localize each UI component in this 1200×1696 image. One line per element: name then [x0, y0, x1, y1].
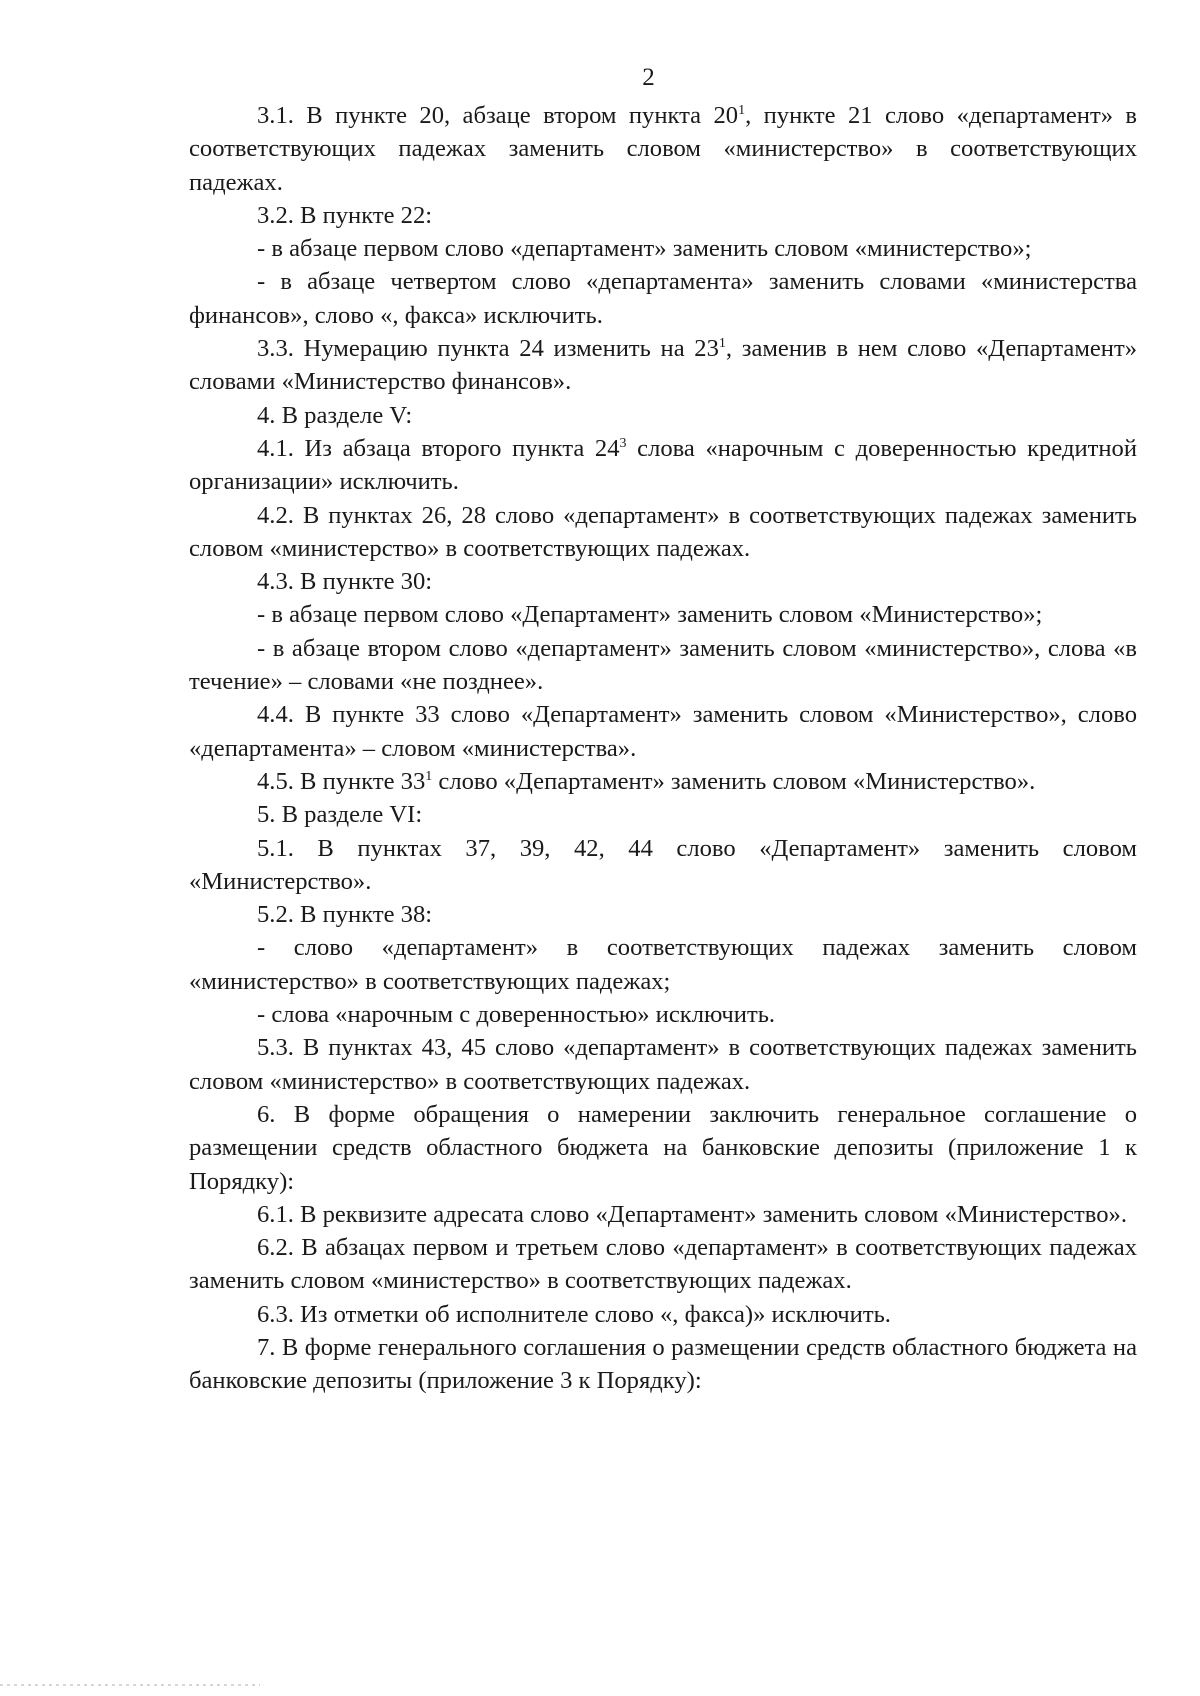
paragraph	[189, 798, 1137, 831]
text-segment: 5.1. В пунктах 37, 39, 42, 44 слово «Департамент» заменить словом «Министерство».	[189, 834, 1137, 895]
paragraph	[189, 832, 1137, 899]
paragraph	[189, 1231, 1137, 1298]
text-segment: 6. В форме обращения о намерении заключить генеральное соглашение о размещении средств областного бюджета на банковские депозиты (приложение 1 к Порядку):	[189, 1100, 1137, 1195]
superscript: 1	[738, 102, 746, 118]
text-segment: 4.5. В пункте 33	[257, 767, 426, 795]
superscript: 1	[718, 335, 726, 351]
paragraph	[189, 332, 1137, 399]
text-segment: - слова «нарочным с доверенностью» исключить.	[257, 1001, 776, 1029]
paragraph	[189, 432, 1137, 499]
paragraph	[189, 765, 1137, 798]
paragraph	[189, 399, 1137, 432]
text-segment: 3.2. В пункте 22:	[257, 201, 433, 229]
paragraph	[189, 1098, 1137, 1198]
text-segment: 6.2. В абзацах первом и третьем слово «департамент» в соответствующих падежах заменить словом «министерство» в соответствующих падежах.	[189, 1234, 1137, 1295]
text-segment: 5.2. В пункте 38:	[257, 901, 433, 929]
paragraph	[189, 632, 1137, 699]
paragraph	[189, 898, 1137, 931]
text-segment: - в абзаце первом слово «департамент» заменить словом «министерство»;	[257, 235, 1032, 263]
paragraph	[189, 1198, 1137, 1231]
paragraph	[189, 99, 1137, 199]
paragraph	[189, 265, 1137, 332]
text-segment: 3.3. Нумерацию пункта 24 изменить на 23	[257, 335, 719, 363]
text-segment: 7. В форме генерального соглашения о размещении средств областного бюджета на банковские депозиты (приложение 3 к Порядку):	[189, 1333, 1137, 1395]
text-segment: 5.3. В пунктах 43, 45 слово «департамент» в соответствующих падежах заменить словом «министерство» в соответствующих падежах.	[189, 1034, 1137, 1095]
text-segment: слово «Департамент» заменить словом «Министерство».	[432, 767, 1036, 795]
text-segment: слова «нарочным с доверенностью кредитной организации» исключить.	[189, 434, 1137, 496]
paragraph	[189, 1298, 1137, 1331]
text-segment: - в абзаце первом слово «Департамент» заменить словом «Министерство»;	[257, 601, 1043, 629]
text-segment: , пункте 21 слово «департамент» в соответствующих падежах заменить словом «министерство» в соответствующих падежах.	[189, 102, 1137, 196]
text-segment: - слово «департамент» в соответствующих падежах заменить словом «министерство» в соответствующих падежах;	[189, 934, 1137, 995]
text-segment: - в абзаце четвертом слово «департамента» заменить словами «министерства финансов», слово «, факса» исключить.	[189, 268, 1137, 329]
superscript: 3	[619, 435, 627, 451]
paragraph	[189, 698, 1137, 765]
text-segment: 4.3. В пункте 30:	[257, 568, 433, 596]
paragraph	[189, 1031, 1137, 1098]
text-segment: 5. В разделе VI:	[257, 801, 423, 829]
paragraph	[189, 499, 1137, 566]
text-segment: 3.1. В пункте 20, абзаце втором пункта 20	[257, 102, 739, 129]
text-segment: 4.1. Из абзаца второго пункта 24	[257, 434, 620, 462]
text-segment: , заменив в нем слово «Департамент» словами «Министерство финансов».	[189, 335, 1138, 396]
paragraph	[189, 232, 1137, 265]
text-segment: 4. В разделе V:	[257, 401, 413, 429]
page-number: 2	[642, 64, 655, 91]
document-body	[189, 99, 1137, 1398]
paragraph	[189, 598, 1137, 631]
paragraph	[189, 199, 1137, 232]
scan-artifact	[0, 1684, 260, 1686]
text-segment: 4.2. В пунктах 26, 28 слово «департамент» в соответствующих падежах заменить словом «министерство» в соответствующих падежах.	[189, 501, 1137, 562]
paragraph	[189, 931, 1137, 998]
text-segment: 6.3. Из отметки об исполнителе слово «, факса)» исключить.	[257, 1300, 891, 1328]
text-segment: - в абзаце втором слово «департамент» заменить словом «министерство», слова «в течение» – словами «не позднее».	[189, 634, 1137, 696]
paragraph	[189, 1331, 1137, 1398]
text-segment: 4.4. В пункте 33 слово «Департамент» заменить словом «Министерство», слово «департамента» – словом «министерства».	[189, 701, 1137, 762]
text-segment: 6.1. В реквизите адресата слово «Департамент» заменить словом «Министерство».	[257, 1200, 1127, 1228]
paragraph	[189, 998, 1137, 1031]
paragraph	[189, 565, 1137, 598]
superscript: 1	[425, 768, 433, 784]
